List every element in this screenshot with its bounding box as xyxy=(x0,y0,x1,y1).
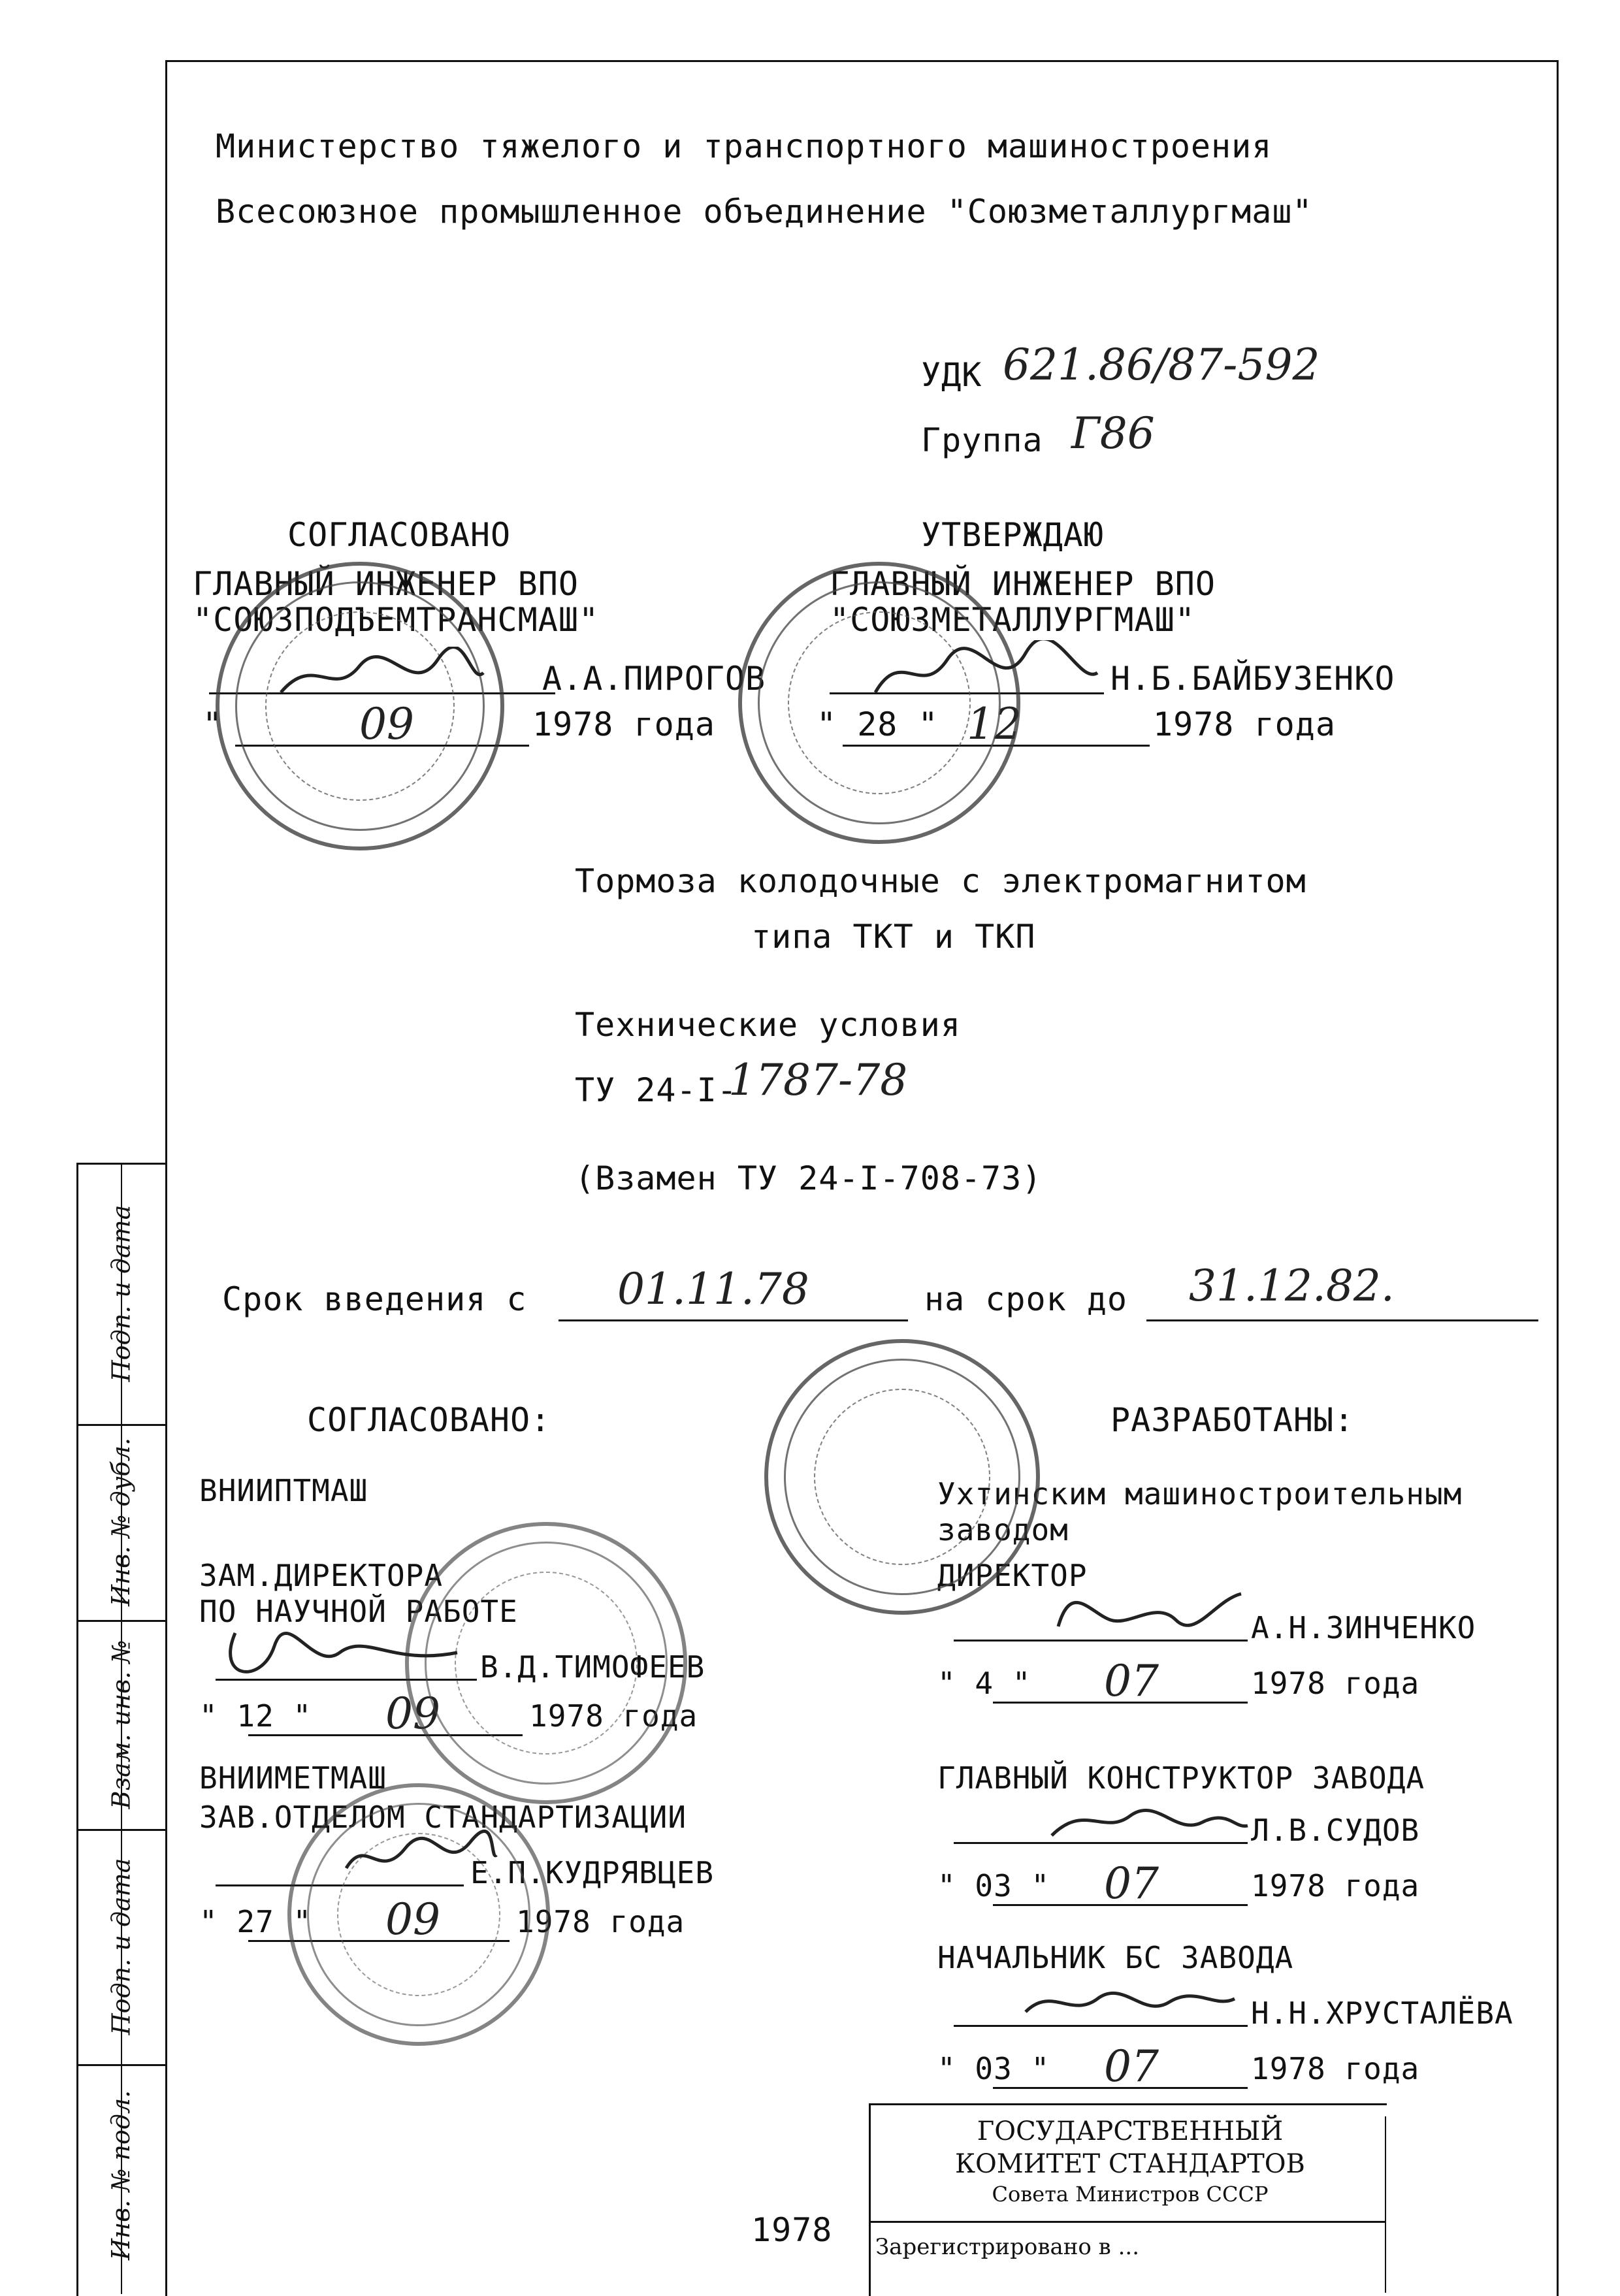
approve-role-line2: "СОЮЗМЕТАЛЛУРГМАШ" xyxy=(830,601,1195,639)
udk-label: УДК xyxy=(921,356,982,394)
deputy-director-line1: ЗАМ.ДИРЕКТОРА xyxy=(199,1558,444,1593)
side-cell-repl-inv xyxy=(76,1620,165,1829)
validity-end-date: 31.12.82. xyxy=(1189,1261,1395,1311)
date-month: 09 xyxy=(385,1689,440,1739)
date-month: 09 xyxy=(385,1894,440,1945)
document-code-number: 1787-78 xyxy=(728,1055,908,1105)
date-month: 12 xyxy=(967,699,1022,749)
date-day: " 03 " xyxy=(937,2051,1050,2086)
signature-scribble xyxy=(340,1822,503,1888)
document-title-line1: Тормоза колодочные с электромагнитом xyxy=(575,862,1306,900)
approve-title-top: УТВЕРЖДАЮ xyxy=(921,516,1104,554)
agreed-name: А.А.ПИРОГОВ xyxy=(542,660,766,698)
name-zinchenko: А.Н.ЗИНЧЕНКО xyxy=(1251,1610,1476,1645)
signature-scribble xyxy=(1019,1973,1241,2031)
org-vniimetmash: ВНИИМЕТМАШ xyxy=(199,1760,387,1796)
side-cell-dup-inv xyxy=(76,1424,165,1620)
side-label: Подп. и дата xyxy=(106,1858,135,2035)
signature-scribble xyxy=(274,647,490,705)
head-bs-role: НАЧАЛЬНИК БС ЗАВОДА xyxy=(937,1940,1294,1975)
signature-scribble xyxy=(1045,1574,1254,1640)
head-standardization: ЗАВ.ОТДЕЛОМ СТАНДАРТИЗАЦИИ xyxy=(199,1800,687,1835)
signature-scribble xyxy=(869,640,1104,705)
association-line: Всесоюзное промышленное объединение "Союзметаллургмаш" xyxy=(216,193,1313,231)
validity-end-label: на срок до xyxy=(924,1280,1128,1318)
side-cell-orig-inv xyxy=(76,2064,165,2286)
date-year: 1978 года xyxy=(532,705,715,743)
agreed-title-bottom: СОГЛАСОВАНО: xyxy=(307,1401,551,1439)
footer-year: 1978 xyxy=(751,2211,833,2249)
document-replaces: (Взамен ТУ 24-I-708-73) xyxy=(575,1159,1043,1197)
developer-org-line1: Ухтинским машиностроительным xyxy=(937,1476,1463,1512)
org-vniiptmash: ВНИИПТМАШ xyxy=(199,1473,368,1508)
document-code-prefix: ТУ 24-I- xyxy=(575,1071,737,1109)
signature-scribble xyxy=(1045,1790,1254,1849)
date-year: 1978 года xyxy=(516,1904,685,1939)
side-cell-sign-date-1 xyxy=(76,1163,165,1424)
side-label: Инв. № подл. xyxy=(106,2090,136,2261)
name-timofeev: В.Д.ТИМОФЕЕВ xyxy=(480,1649,705,1685)
date-month: 07 xyxy=(1104,1656,1159,1706)
date-month: 07 xyxy=(1104,1858,1159,1909)
registration-line3: Совета Министров СССР xyxy=(992,2182,1269,2207)
agreed-role-line1: ГЛАВНЫЙ ИНЖЕНЕР ВПО xyxy=(193,565,579,603)
seal-stamp xyxy=(216,562,504,850)
chief-designer-role: ГЛАВНЫЙ КОНСТРУКТОР ЗАВОДА xyxy=(937,1760,1425,1796)
name-khrustaleva: Н.Н.ХРУСТАЛЁВА xyxy=(1251,1996,1514,2031)
validity-start-line xyxy=(559,1319,908,1321)
signature-scribble xyxy=(222,1620,470,1685)
registration-line1: ГОСУДАРСТВЕННЫЙ xyxy=(977,2116,1284,2146)
date-quote: " xyxy=(202,705,223,743)
director-role: ДИРЕКТОР xyxy=(937,1558,1088,1593)
date-year: 1978 года xyxy=(529,1698,698,1734)
registration-box-edge xyxy=(1385,2116,1386,2293)
group-label: Группа xyxy=(921,421,1043,459)
deputy-director-line2: ПО НАУЧНОЙ РАБОТЕ xyxy=(199,1594,518,1629)
date-day: " 27 " xyxy=(199,1904,312,1939)
validity-start-date: 01.11.78 xyxy=(617,1264,809,1314)
developer-org-line2: заводом xyxy=(937,1512,1069,1547)
date-day: " 03 " xyxy=(937,1868,1050,1903)
date-month: 07 xyxy=(1104,2041,1159,2092)
seal-stamp xyxy=(764,1339,1040,1615)
document-title-line2: типа ТКТ и ТКП xyxy=(751,918,1036,956)
registration-line4: Зарегистрировано в ... xyxy=(875,2234,1140,2260)
side-label: Взам. инв. № xyxy=(106,1640,135,1809)
name-sudov: Л.В.СУДОВ xyxy=(1251,1813,1420,1848)
date-year: 1978 года xyxy=(1153,705,1336,743)
document-subtitle: Технические условия xyxy=(575,1006,961,1044)
udk-value: 621.86/87-592 xyxy=(1003,340,1320,390)
side-label: Подп. и дата xyxy=(106,1205,135,1382)
approve-role-line1: ГЛАВНЫЙ ИНЖЕНЕР ВПО xyxy=(830,565,1216,603)
date-year: 1978 года xyxy=(1251,1868,1420,1903)
agreed-role-line2: "СОЮЗПОДЪЕМТРАНСМАШ" xyxy=(193,601,600,639)
side-cell-sign-date-2 xyxy=(76,1829,165,2064)
side-label: Инв. № дубл. xyxy=(106,1437,136,1607)
date-day: " 12 " xyxy=(199,1698,312,1734)
group-value: Г86 xyxy=(1071,408,1155,459)
ministry-line: Министерство тяжелого и транспортного машиностроения xyxy=(216,127,1272,165)
date-month: 09 xyxy=(359,699,414,749)
validity-start-label: Срок введения с xyxy=(222,1280,527,1318)
agreed-title-top: СОГЛАСОВАНО xyxy=(287,516,511,554)
validity-end-line xyxy=(1146,1319,1538,1321)
approve-name: Н.Б.БАЙБУЗЕНКО xyxy=(1110,660,1395,698)
date-day: " 4 " xyxy=(937,1666,1031,1701)
name-kudryavtsev: Е.П.КУДРЯВЦЕВ xyxy=(470,1855,715,1890)
signature-line xyxy=(954,1640,1248,1641)
date-day: " 28 " xyxy=(817,705,939,743)
registration-line2: КОМИТЕТ СТАНДАРТОВ xyxy=(955,2149,1305,2179)
registration-divider xyxy=(869,2221,1385,2223)
developed-title: РАЗРАБОТАНЫ: xyxy=(1110,1401,1355,1439)
date-year: 1978 года xyxy=(1251,2051,1420,2086)
date-year: 1978 года xyxy=(1251,1666,1420,1701)
